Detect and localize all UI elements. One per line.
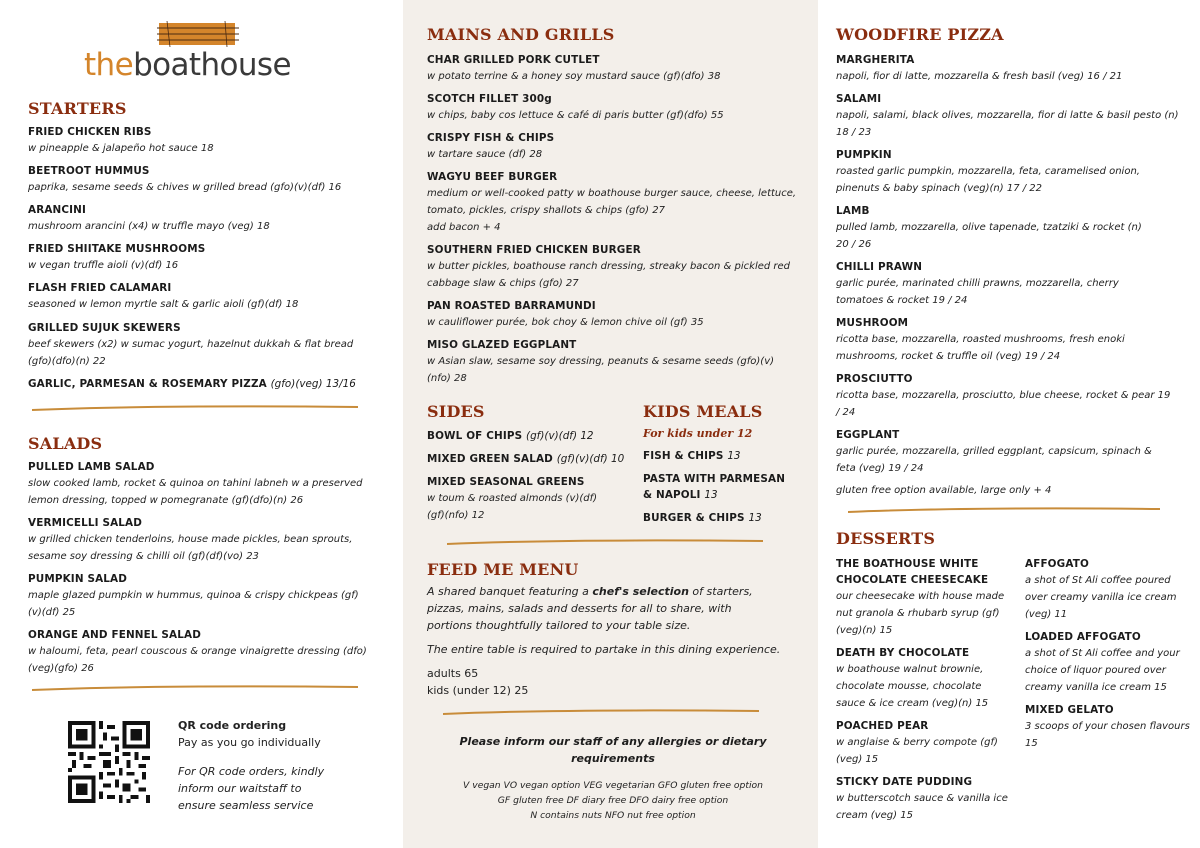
starters-title: STARTERS <box>28 99 127 118</box>
logo-wordmark: theboathouse <box>84 47 291 83</box>
menu-item: FRIED SHIITAKE MUSHROOMS w vegan truffle aioli (v)(df) 16 <box>28 243 206 271</box>
menu-item: ORANGE AND FENNEL SALAD w haloumi, feta, pearl couscous & orange vinaigrette dressing (dfo) (veg)(gfo) 26 <box>28 629 367 674</box>
menu-item: FISH & CHIPS 13 <box>643 450 741 462</box>
menu-item: VERMICELLI SALAD w grilled chicken tenderloins, house made pickles, bean sprouts, sesame soy dressing & chilli oil (gf)(df)(vo) 23 <box>28 517 353 562</box>
menu-item: MIXED SEASONAL GREENS w toum & roasted almonds (v)(df) (gf)(nfo) 12 <box>427 476 598 521</box>
menu-item: SCOTCH FILLET 300g w chips, baby cos lettuce & café di paris butter (gf)(dfo) 55 <box>427 93 724 121</box>
divider-line <box>32 404 358 412</box>
menu-item: DEATH BY CHOCOLATE w boathouse walnut brownie, chocolate mousse, chocolate sauce & ice cream (veg)(n) 15 <box>836 647 989 709</box>
menu-item: PUMPKIN roasted garlic pumpkin, mozzarella, feta, caramelised onion, pinenuts & baby spinach (veg)(n) 17 / 22 <box>836 149 1140 194</box>
menu-item: PROSCIUTTO ricotta base, mozzarella, prosciutto, blue cheese, rocket & pear 19 / 24 <box>836 373 1171 418</box>
divider-line <box>32 684 358 692</box>
dietary-legend-line: GF gluten free DF diary free DFO dairy free option <box>497 795 729 806</box>
kids-title: KIDS MEALS <box>643 402 763 421</box>
allergy-notice: Please inform our staff of any allergies or dietary requirements <box>459 735 767 765</box>
menu-item: BEETROOT HUMMUS paprika, sesame seeds & chives w grilled bread (gfo)(v)(df) 16 <box>28 165 342 193</box>
divider-line <box>848 506 1160 514</box>
salads-title: SALADS <box>28 434 103 453</box>
feed-me-description: A shared banquet featuring a chef's selection of starters, pizzas, mains, salads and desserts for all to share, with portions thoughtfully tailored to your table size. <box>427 585 753 632</box>
menu-item: CHAR GRILLED PORK CUTLET w potato terrine & a honey soy mustard sauce (gf)(dfo) 38 <box>427 54 721 82</box>
menu-item: MARGHERITA napoli, fior di latte, mozzarella & fresh basil (veg) 16 / 21 <box>836 54 1123 82</box>
menu-item: PAN ROASTED BARRAMUNDI w cauliflower purée, bok choy & lemon chive oil (gf) 35 <box>427 300 704 328</box>
menu-item: GRILLED SUJUK SKEWERS beef skewers (x2) w sumac yogurt, hazelnut dukkah & flat bread (gfo)(dfo)(n) 22 <box>28 322 354 367</box>
menu-item: MIXED GELATO 3 scoops of your chosen flavours 15 <box>1025 704 1190 749</box>
mains-title: MAINS AND GRILLS <box>427 25 615 44</box>
qr-note: For QR code orders, kindly inform our waitstaff to ensure seamless service <box>178 765 325 812</box>
sides-title: SIDES <box>427 402 485 421</box>
divider-line <box>443 708 759 716</box>
menu-item: WAGYU BEEF BURGER medium or well-cooked patty w boathouse burger sauce, cheese, lettuce, tomato, pickles, crispy shallots & chips (gfo) 27 add bacon + 4 <box>427 171 797 233</box>
menu-item: THE BOATHOUSE WHITE CHOCOLATE CHEESECAKE our cheesecake with house made nut granola & rhubarb syrup (gf)(veg)(n) 15 <box>836 558 1005 636</box>
menu-item: POACHED PEAR w anglaise & berry compote (gf) (veg) 15 <box>836 720 998 765</box>
menu-item: CRISPY FISH & CHIPS w tartare sauce (df) 28 <box>427 132 555 160</box>
menu-item: SALAMI napoli, salami, black olives, mozzarella, fior di latte & basil pesto (n) 18 / 23 <box>836 93 1179 138</box>
qr-subtitle: Pay as you go individually <box>178 736 321 749</box>
pizza-title: WOODFIRE PIZZA <box>836 25 1004 44</box>
menu-item: STICKY DATE PUDDING w butterscotch sauce & vanilla ice cream (veg) 15 <box>836 776 1008 821</box>
dietary-legend-line: V vegan VO vegan option VEG vegetarian GFO gluten free option <box>463 780 763 791</box>
menu-item: AFFOGATO a shot of St Ali coffee poured over creamy vanilla ice cream (veg) 11 <box>1025 558 1177 620</box>
qr-code-icon[interactable] <box>68 721 150 803</box>
menu-item: SOUTHERN FRIED CHICKEN BURGER w butter pickles, boathouse ranch dressing, streaky bacon & pickled red cabbage slaw & chips (gfo) 27 <box>427 244 791 289</box>
menu-item: ARANCINI mushroom arancini (x4) w truffle mayo (veg) 18 <box>28 204 270 232</box>
feed-me-title: FEED ME MENU <box>427 560 579 579</box>
feed-me-kids-price: kids (under 12) 25 <box>427 684 529 697</box>
dietary-legend-line: N contains nuts NFO nut free option <box>530 810 696 821</box>
menu-item: LAMB pulled lamb, mozzarella, olive tapenade, tzatziki & rocket (n) 20 / 26 <box>836 205 1142 250</box>
menu-item: MUSHROOM ricotta base, mozzarella, roasted mushrooms, fresh enoki mushrooms, rocket & truffle oil (veg) 19 / 24 <box>836 317 1125 362</box>
kids-subtitle: For kids under 12 <box>643 427 753 440</box>
menu-item: FLASH FRIED CALAMARI seasoned w lemon myrtle salt & garlic aioli (gf)(df) 18 <box>28 282 299 310</box>
divider-line <box>447 538 763 546</box>
middle-column <box>403 0 818 848</box>
qr-title: QR code ordering <box>178 719 287 732</box>
menu-item: MIXED GREEN SALAD (gf)(v)(df) 10 <box>427 453 625 465</box>
feed-me-adults-price: adults 65 <box>427 667 479 680</box>
menu-item: CHILLI PRAWN garlic purée, marinated chilli prawns, mozzarella, cherry tomatoes & rocket 19 / 24 <box>836 261 1119 306</box>
feed-me-note: The entire table is required to partake in this dining experience. <box>427 643 781 656</box>
menu-item: PUMPKIN SALAD maple glazed pumpkin w hummus, quinoa & crispy chickpeas (gf)(v)(df) 25 <box>28 573 359 618</box>
menu-item: MISO GLAZED EGGPLANT w Asian slaw, sesame soy dressing, peanuts & sesame seeds (gfo)(v) (nfo) 28 <box>427 339 775 384</box>
menu-item: LOADED AFFOGATO a shot of St Ali coffee and your choice of liquor poured over creamy vanilla ice cream 15 <box>1025 631 1180 693</box>
menu-item: PULLED LAMB SALAD slow cooked lamb, rocket & quinoa on tahini labneh w a preserved lemon dressing, topped w pomegranate (gf)(dfo)(n) 26 <box>28 461 363 506</box>
menu-item: BOWL OF CHIPS (gf)(v)(df) 12 <box>427 430 594 442</box>
menu-item: PASTA WITH PARMESAN & NAPOLI 13 <box>643 473 786 501</box>
pizza-gluten-free-note: gluten free option available, large only + 4 <box>836 485 1052 496</box>
right-column <box>818 0 1200 848</box>
desserts-title: DESSERTS <box>836 529 936 548</box>
menu-item: FRIED CHICKEN RIBS w pineapple & jalapeño hot sauce 18 <box>28 126 214 154</box>
menu-item: GARLIC, PARMESAN & ROSEMARY PIZZA (gfo)(veg) 13/16 <box>28 378 356 390</box>
left-column <box>0 0 403 848</box>
menu-item: EGGPLANT garlic purée, mozzarella, grilled eggplant, capsicum, spinach & feta (veg) 19 / 24 <box>836 429 1152 474</box>
boathouse-logo-icon <box>157 21 239 47</box>
menu-item: BURGER & CHIPS 13 <box>643 512 762 524</box>
